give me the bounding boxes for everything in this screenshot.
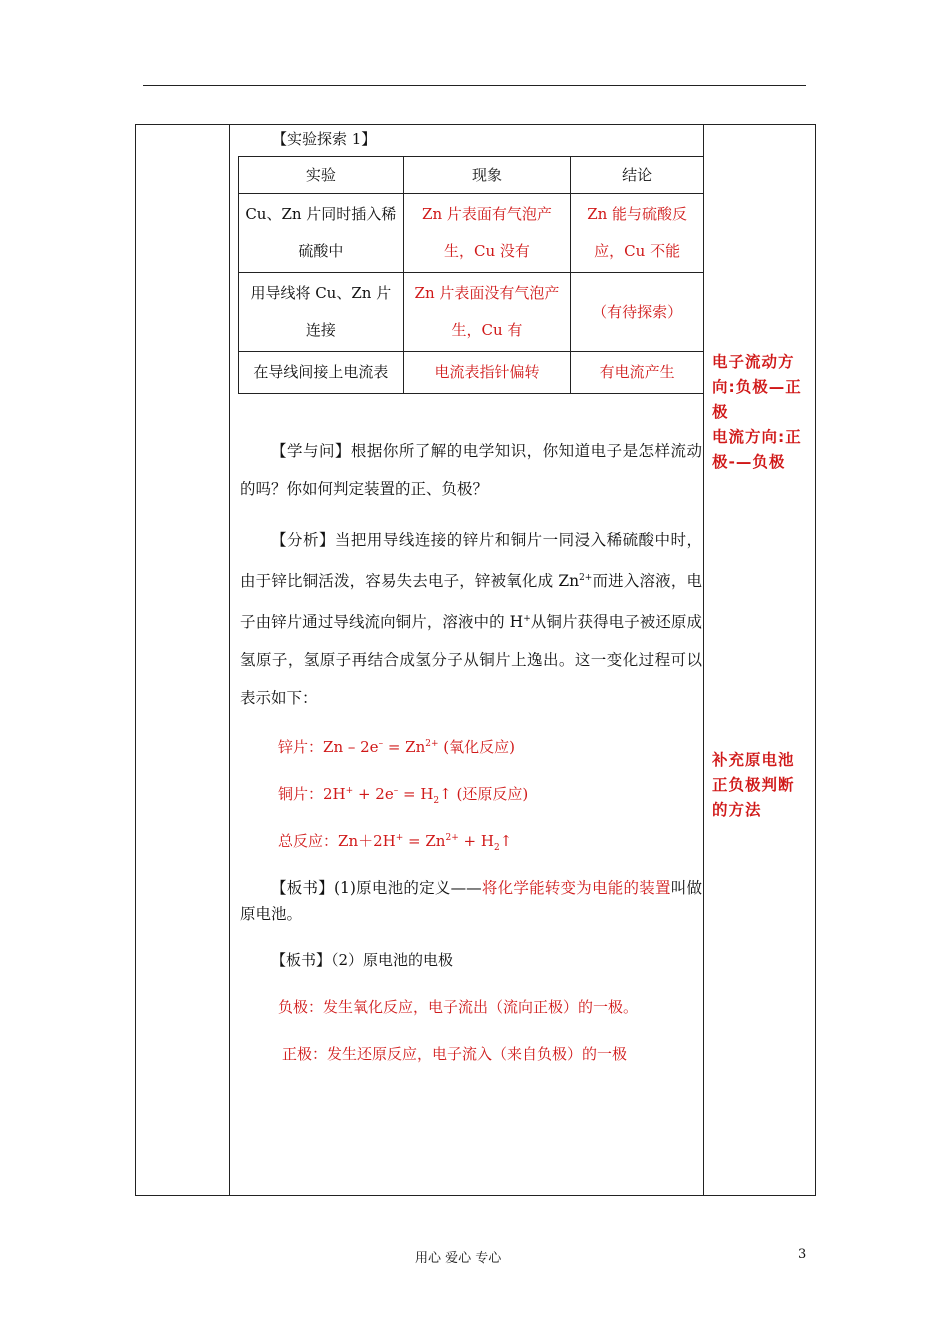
equation-text: Zn＋2H <box>338 832 396 850</box>
equation-text: Zn – 2e <box>323 738 379 756</box>
subscript: 2 <box>493 843 500 853</box>
equation-text: = H <box>398 785 434 803</box>
superscript: 2+ <box>425 739 439 749</box>
table-cell-phenomenon: Zn 片表面没有气泡产生，Cu 有 <box>403 273 571 352</box>
equation-text: ↑ (还原反应) <box>439 785 529 803</box>
superscript: – <box>393 786 399 796</box>
board-text: 叫做原电池。 <box>240 879 702 923</box>
superscript: + <box>345 786 354 796</box>
board-text: 【板书】(1)原电池的定义—— <box>271 879 482 897</box>
superscript: + <box>523 614 531 625</box>
side-note-line: 电子流动方向:负极—正极 <box>712 353 802 421</box>
equation-text: (氧化反应) <box>438 738 516 756</box>
positive-electrode-text: 正极：发生还原反应，电子流入（来自负极）的一极 <box>282 1045 628 1063</box>
equation-total <box>278 830 512 853</box>
table-cell-experiment: 在导线间接上电流表 <box>239 352 404 394</box>
board-highlight: 将化学能转变为电能的装置 <box>481 879 671 897</box>
footer-motto: 用心 爱心 专心 <box>415 1251 502 1266</box>
analysis-paragraph <box>240 521 702 717</box>
superscript: – <box>378 739 384 749</box>
board-definition <box>240 875 702 927</box>
subscript: 2 <box>433 796 440 806</box>
negative-electrode-text: 负极：发生氧化反应，电子流出（流向正极）的一极。 <box>278 998 639 1016</box>
superscript: + <box>395 833 404 843</box>
column-divider-left <box>229 124 230 1196</box>
equation-label: 铜片： <box>278 785 324 803</box>
table-header-cell: 结论 <box>571 157 704 194</box>
side-note-line: 电流方向:正极-—负极 <box>712 428 802 471</box>
equation-text: = Zn <box>403 832 446 850</box>
superscript: 2+ <box>579 573 593 583</box>
equation-copper <box>278 783 528 806</box>
table-cell-phenomenon: Zn 片表面有气泡产生，Cu 没有 <box>403 194 571 273</box>
equation-text: 2H <box>323 785 346 803</box>
table-row <box>239 194 704 273</box>
equation-text: ↑ <box>499 832 513 850</box>
header-rule <box>143 85 806 86</box>
table-header-cell: 实验 <box>239 157 404 194</box>
board-electrodes: 【板书】（2）原电池的电极 <box>271 951 454 969</box>
table-row <box>239 273 704 352</box>
table-cell-experiment: Cu、Zn 片同时插入稀硫酸中 <box>239 194 404 273</box>
equation-text: = Zn <box>383 738 426 756</box>
table-header-cell: 现象 <box>403 157 571 194</box>
table-row <box>239 352 704 394</box>
analysis-text: 【分析】当把用导线连接的锌片和铜片一同浸入稀硫酸中时，由于锌比铜活泼，容易失去电子，锌被氧化成 Zn <box>240 531 702 591</box>
table-cell-phenomenon: 电流表指针偏转 <box>403 352 571 394</box>
page-number: 3 <box>798 1247 807 1262</box>
analysis-text: 而进入溶液，电子由锌片通过导线流向铜片，溶液中的 H <box>240 572 702 632</box>
analysis-text: 从铜片获得电子被还原成氢原子，氢原子再结合成氢分子从铜片上逸出。这一变化过程可以表示如下： <box>240 613 702 708</box>
table-cell-experiment: 用导线将 Cu、Zn 片连接 <box>239 273 404 352</box>
section-title: 【实验探索 1】 <box>272 130 377 148</box>
table-cell-conclusion: （有待探索） <box>571 273 704 352</box>
equation-text: + 2e <box>353 785 394 803</box>
side-note-electrode-method: 补充原电池正负极判断的方法 <box>712 751 795 819</box>
equation-label: 总反应： <box>278 832 339 850</box>
equation-zinc <box>278 736 515 757</box>
table-header-row <box>239 157 704 194</box>
table-cell-conclusion: Zn 能与硫酸反应，Cu 不能 <box>571 194 704 273</box>
question-paragraph: 【学与问】根据你所了解的电学知识，你知道电子是怎样流动的吗？你如何判定装置的正、负极？ <box>240 442 702 498</box>
side-note-electron-flow <box>712 350 808 475</box>
equation-label: 锌片： <box>278 738 324 756</box>
experiment-table <box>238 156 704 394</box>
superscript: 2+ <box>445 833 459 843</box>
equation-text: + H <box>458 832 494 850</box>
table-cell-conclusion: 有电流产生 <box>571 352 704 394</box>
